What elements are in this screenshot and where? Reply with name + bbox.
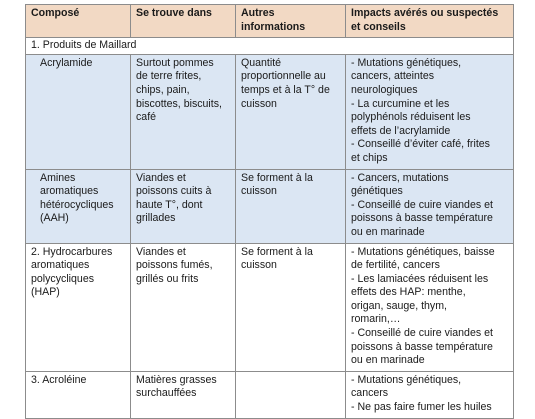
cell-line: - Conseillé d’éviter café, frites: [351, 138, 490, 151]
cell-se-trouve-dans: [131, 54, 236, 169]
cell-se-trouve-dans: [131, 243, 236, 371]
cell-line: cuisson: [241, 97, 277, 110]
cell-line: poissons à basse température: [351, 212, 493, 225]
cell-line: effets des HAP: menthe,: [351, 286, 466, 299]
cell-line: 3. Acroléine: [31, 373, 87, 386]
cell-line: origan, sauge, thym,: [351, 299, 447, 312]
cell-autres-informations: [236, 54, 346, 169]
cell-autres-informations: [236, 243, 346, 371]
cell-line: aromatiques: [40, 185, 99, 198]
cell-line: (AAH): [40, 212, 69, 225]
cell-line: de terre frites,: [136, 70, 202, 83]
cell-line: - Ne pas faire fumer les huiles: [351, 401, 492, 414]
table-row-hap: [26, 243, 514, 371]
cell-line: haute T°, dont: [136, 198, 203, 211]
cell-line: ou en marinade: [351, 354, 425, 367]
header-impacts: [346, 5, 514, 38]
cell-line: romarin,…: [351, 313, 401, 326]
cell-se-trouve-dans: [131, 169, 236, 243]
header-row: [26, 5, 514, 38]
table-row-aah: [26, 169, 514, 243]
section-row-maillard: [26, 38, 514, 55]
cell-line: grillés ou frits: [136, 272, 199, 285]
cell-line: Viandes et: [136, 245, 186, 258]
cell-line: Surtout pommes: [136, 56, 214, 69]
cell-compose: [26, 371, 131, 418]
cell-line: surchauffées: [136, 387, 197, 400]
table-row-acroleine: [26, 371, 514, 418]
cell-line: cancers, atteintes: [351, 70, 435, 83]
cell-line: Se forment à la: [241, 245, 313, 258]
header-impacts-line-1: Impacts avérés ou suspectés: [351, 7, 499, 19]
cell-line: 2. Hydrocarbures: [31, 245, 113, 258]
cell-line: temps et à la T° de: [241, 83, 330, 96]
cell-line: proportionnelle au: [241, 70, 326, 83]
cell-line: - Mutations génétiques,: [351, 373, 462, 386]
table-row-acrylamide: [26, 54, 514, 169]
cell-line: cuisson: [241, 185, 277, 198]
cell-line: - Mutations génétiques, baisse: [351, 245, 495, 258]
cell-line: biscottes, biscuits,: [136, 97, 222, 110]
cell-line: café: [136, 111, 157, 124]
cell-impacts: [346, 243, 514, 371]
header-se-trouve-dans: Se trouve dans: [131, 5, 236, 38]
cell-line: Se forment à la: [241, 171, 313, 184]
cell-autres-informations: [236, 371, 346, 418]
cell-line: ou en marinade: [351, 225, 425, 238]
cell-line: de fertilité, cancers: [351, 259, 440, 272]
cell-line: poissons fumés,: [136, 259, 213, 272]
cell-line: et chips: [351, 151, 388, 164]
cell-line: Amines: [40, 171, 76, 184]
cell-line: poissons cuits à: [136, 185, 212, 198]
header-compose: Composé: [26, 5, 131, 38]
cell-line: Acrylamide: [40, 56, 93, 69]
cell-line: hétérocycliques: [40, 198, 114, 211]
cell-line: - La curcumine et les: [351, 97, 450, 110]
cell-line: (HAP): [31, 286, 60, 299]
cell-line: - Cancers, mutations: [351, 171, 449, 184]
cell-impacts: [346, 371, 514, 418]
cell-line: poissons à basse température: [351, 340, 493, 353]
section-title: 1. Produits de Maillard: [26, 38, 514, 55]
cell-line: cancers: [351, 387, 389, 400]
cell-line: Quantité: [241, 56, 282, 69]
cell-line: effets de l’acrylamide: [351, 124, 451, 137]
cell-line: aromatiques: [31, 259, 90, 272]
cell-line: cuisson: [241, 259, 277, 272]
cell-line: génétiques: [351, 185, 403, 198]
cell-compose: [26, 169, 131, 243]
cell-line: - Les lamiacées réduisent les: [351, 272, 489, 285]
cell-line: chips, pain,: [136, 83, 190, 96]
header-autres-informations: Autres informations: [236, 5, 346, 38]
cell-line: grillades: [136, 212, 176, 225]
cell-line: polyphénols réduisent les: [351, 111, 471, 124]
cell-line: - Conseillé de cuire viandes et: [351, 198, 493, 211]
cell-line: Matières grasses: [136, 373, 217, 386]
cell-line: - Mutations génétiques,: [351, 56, 462, 69]
cell-line: - Conseillé de cuire viandes et: [351, 327, 493, 340]
compounds-table: [25, 4, 514, 419]
cell-compose: [26, 243, 131, 371]
cell-compose: [26, 54, 131, 169]
cell-impacts: [346, 54, 514, 169]
cell-impacts: [346, 169, 514, 243]
cell-line: polycycliques: [31, 272, 95, 285]
cell-se-trouve-dans: [131, 371, 236, 418]
cell-line: neurologiques: [351, 83, 418, 96]
header-impacts-line-2: et conseils: [351, 20, 406, 33]
cell-autres-informations: [236, 169, 346, 243]
cell-line: Viandes et: [136, 171, 186, 184]
